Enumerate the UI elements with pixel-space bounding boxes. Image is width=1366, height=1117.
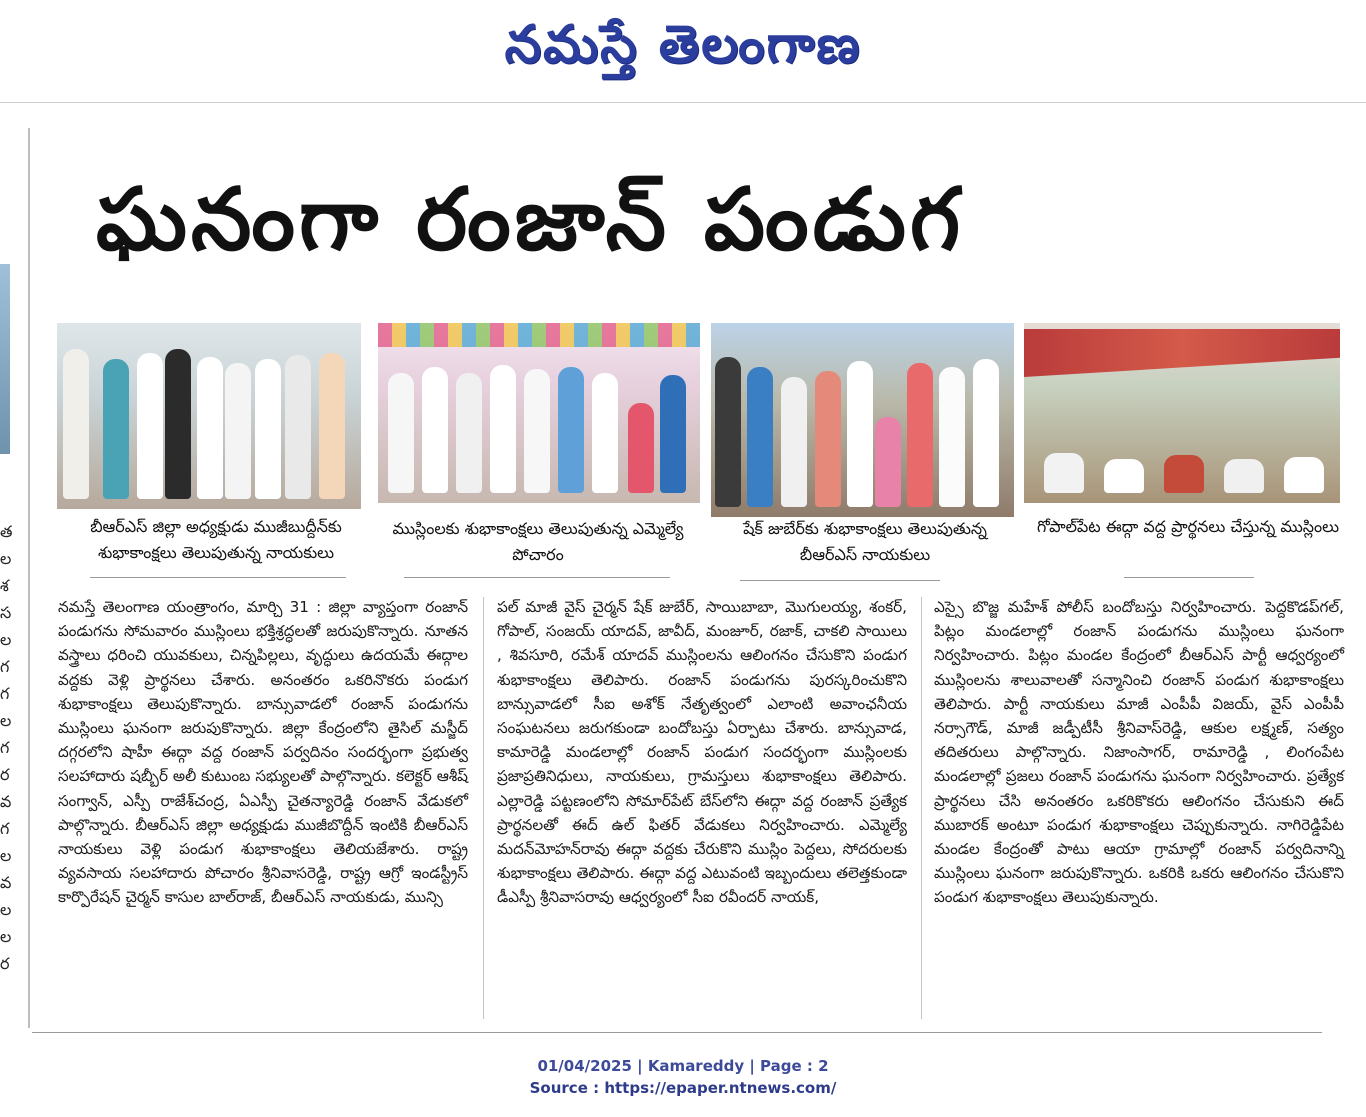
photo-figure <box>973 359 999 507</box>
fragment-char: ర <box>0 954 10 973</box>
photo-figure <box>225 363 251 499</box>
page-footer <box>0 1055 1366 1099</box>
caption-underline <box>740 580 940 581</box>
caption-underline <box>1124 577 1254 578</box>
photo-tent <box>1024 329 1340 377</box>
fragment-char: స <box>0 603 12 622</box>
adjacent-article-strip <box>0 128 26 1028</box>
fragment-char: ల <box>0 711 12 730</box>
photo-figure <box>255 359 281 499</box>
photo-caption: బీఆర్ఎస్ జిల్లా అధ్యక్షుడు ముజీబుద్దీన్‌కు శుభాకాంక్షలు తెలుపుతున్న నాయకులు <box>90 517 342 562</box>
masthead <box>0 0 1366 102</box>
photo-figure <box>628 403 654 493</box>
photo-caption: గోపాల్‌పేట ఈద్గా వద్ద ప్రార్థనలు చేస్తున్న ముస్లింలు <box>1036 517 1340 536</box>
newspaper-title: నమస్తే తెలంగాణ <box>504 14 862 75</box>
source-link[interactable]: Source : https://epaper.ntnews.com/ <box>529 1079 837 1097</box>
clip-bottom-border <box>32 1032 1322 1033</box>
adjacent-text-fragment <box>0 518 16 977</box>
photo-figure <box>422 367 448 493</box>
photo-figure <box>1284 457 1324 493</box>
fragment-char: గ <box>0 819 10 838</box>
fragment-char: వ <box>0 873 12 892</box>
fragment-char: ల <box>0 900 12 919</box>
photo-figure <box>524 369 550 493</box>
adjacent-photo-fragment <box>0 264 10 454</box>
photo-caption: ముస్లింలకు శుభాకాంక్షలు తెలుపుతున్న ఎమ్మెల్యే పోచారం <box>392 519 684 564</box>
fragment-char: ర <box>0 765 10 784</box>
fragment-char: గ <box>0 657 10 676</box>
photo-mla-greeting <box>378 323 700 503</box>
fragment-char: శ <box>0 576 9 595</box>
column-divider <box>483 597 484 1019</box>
fragment-char: గ <box>0 684 10 703</box>
photo-figure <box>197 357 223 499</box>
clip-border <box>28 128 30 1028</box>
photo-figure <box>660 375 686 493</box>
photo-figure <box>747 367 773 507</box>
caption-underline <box>90 577 346 578</box>
photo-caption: షేక్ జుబేర్‌కు శుభాకాంక్షలు తెలుపుతున్న బీఆర్ఎస్ నాయకులు <box>743 519 987 564</box>
photo-brs-greeting <box>711 323 1014 517</box>
photo-figure <box>1164 455 1204 493</box>
fragment-char: ల <box>0 549 12 568</box>
photo-figure <box>165 349 191 499</box>
edition-info: 01/04/2025 | Kamareddy | Page : 2 <box>537 1057 829 1075</box>
photo-figure <box>815 371 841 507</box>
fragment-char: ల <box>0 846 12 865</box>
photo-figure <box>285 355 311 499</box>
photo-figure <box>319 353 345 499</box>
article-column-2: పల్ మాజీ వైస్ చైర్మన్ షేక్ జుబేర్, సాయిబాబా, మొగులయ్య, శంకర్, గోపాల్, సంజయ్ యాదవ్, జావీద్, మంజూర్, రజాక్, చాకలి సాయిలు , శివసూరి, రమేశ్ యాదవ్ ముస్లింలను ఆలింగనం చేసుకొని పండుగ శుభాకాంక్షలు తెలిపారు. రంజాన్ పండుగను పురస్కరించుకొని బాన్సువాడలో సీఐ అశోక్ నేతృత్వంలో ఎలాంటి అవాంఛనీయ సంఘటనలు జరుగకుండా బందోబస్తు ఏర్పాటు చేశారు. బాన్సువాడ, కామారెడ్డి మండలాల్లో రంజాన్ పండుగ సందర్భంగా ముస్లింలకు ప్రజాప్రతినిధులు, నాయకులు, గ్రామస్తులు శుభాకాంక్షలు తెలిపారు. ఎల్లారెడ్డి పట్టణంలోని సోమార్‌పేట్ బేస్‌లోని ఈద్గా వద్ద రంజాన్ ప్రత్యేక ప్రార్థనలతో ఈద్ ఉల్ ఫితర్ వేడుకలు నిర్వహించారు. ఎమ్మెల్యే మదన్‌మోహన్‌రావు ఈద్గా వద్దకు చేరుకొని ముస్లిం పెద్దలు, సోదరులకు శుభాకాంక్షలు తెలిపారు. ఈద్గా వద్ద ఎటువంటి ఇబ్బందులు తలెత్తకుండా డీఎస్పీ శ్రీనివాసరావు ఆధ్వర్యంలో సీఐ రవీందర్ నాయక్, <box>497 598 907 907</box>
photo-figure <box>63 349 89 499</box>
photo-eidgah-prayers <box>1024 323 1340 503</box>
photo-figure <box>939 367 965 507</box>
fragment-char: ల <box>0 630 12 649</box>
photo-figure <box>490 365 516 493</box>
photo-figure <box>847 361 873 507</box>
photo-figure <box>1044 453 1084 493</box>
photo-figure <box>875 417 901 507</box>
fragment-char: వ <box>0 792 12 811</box>
photo-figure <box>1104 459 1144 493</box>
photo-figure <box>137 353 163 499</box>
photo-figure <box>715 357 741 507</box>
fragment-char: ల <box>0 927 12 946</box>
photo-figure <box>1224 459 1264 493</box>
fragment-char: త <box>0 522 13 541</box>
photo-figure <box>781 377 807 507</box>
photo-leaders-greeting <box>57 323 361 509</box>
photo-figure <box>907 363 933 507</box>
photo-figure <box>592 373 618 493</box>
photo-figure <box>558 367 584 493</box>
caption-underline <box>404 577 670 578</box>
fragment-char: గ <box>0 738 10 757</box>
photo-figure <box>388 373 414 493</box>
article-column-1: నమస్తే తెలంగాణ యంత్రాంగం, మార్చి 31 : జిల్లా వ్యాప్తంగా రంజాన్ పండుగను సోమవారం ముస్లింలు భక్తిశ్రద్ధలతో జరుపుకొన్నారు. నూతన వస్త్రాలు ధరించి యువకులు, చిన్నపిల్లలు, వృద్ధులు ఉదయమే ఈద్గాల వద్దకు వెళ్లి ప్రార్థనలు చేశారు. అనంతరం ఒకరినొకరు పండుగ శుభాకాంక్షలు తెలుపుకొన్నారు. బాన్సువాడలో రంజాన్ పండుగను ముస్లింలు ఘనంగా జరుపుకొన్నారు. జిల్లా కేంద్రంలోని తైసిల్ మస్జీద్ దగ్గరలోని షాహీ ఈద్గా వద్ద రంజాన్ పర్వదినం సందర్భంగా ప్రభుత్వ సలహాదారు షబ్బీర్ అలీ కుటుంబ సభ్యులతో పాల్గొన్నారు. కలెక్టర్ ఆశీష్ సంగ్వాన్, ఎస్పీ రాజేశ్‌చంద్ర, ఏఎస్పీ చైతన్యారెడ్డి రంజాన్ వేడుకలో పాల్గొన్నారు. బీఆర్ఎస్ జిల్లా అధ్యక్షుడు ముజీబొద్దీన్ ఇంటికి బీఆర్ఎస్ నాయకులు వెళ్లి పండుగ శుభాకాంక్షలు తెలియజేశారు. రాష్ట్ర వ్యవసాయ సలహాదారు పోచారం శ్రీనివాసరెడ్డి, రాష్ట్ర ఆగ్రో ఇండస్ట్రీస్ కార్పొరేషన్ చైర్మన్ కాసుల బాల్‌రాజ్, బీఆర్ఎస్ నాయకుడు, మున్సి <box>58 598 468 907</box>
column-divider <box>921 597 922 1019</box>
photo-figure <box>103 359 129 499</box>
article-column-3: ఎస్సై బొజ్జ మహేశ్ పోలీస్ బందోబస్తు నిర్వహించారు. పెద్దకొడప్‌గల్, పిట్లం మండలాల్లో రంజాన్ పండుగను ముస్లింలు ఘనంగా నిర్వహించారు. పిట్లం మండల కేంద్రంలో బీఆర్ఎస్ పార్టీ ఆధ్వర్యంలో ముస్లింలను శాలువాలతో సన్మానించి రంజాన్ పండుగ శుభాకాంక్షలు తెలిపారు. పార్టీ నాయకులు మాజీ ఎంపీపీ విజయ్, వైస్ ఎంపీపీ నర్సాగౌడ్, మాజీ జడ్పీటీసీ శ్రీనివాస్‌రెడ్డి, ఆకుల లక్ష్మణ్, సత్యం తదితరులు పాల్గొన్నారు. నిజాంసాగర్, రామారెడ్డి , లింగంపేట మండలాల్లో ప్రజలు రంజాన్ పండుగను ఘనంగా నిర్వహించారు. ప్రత్యేక ప్రార్థనలు చేసి అనంతరం ఒకరికొకరు ఆలింగనం చేసుకుని ఈద్ ముబారక్ అంటూ పండుగ శుభాకాంక్షలు చెప్పుకున్నారు. నాగిరెడ్డిపేట మండల కేంద్రంతో పాటు ఆయా గ్రామాల్లో రంజాన్ పర్వదినాన్ని ముస్లింలు ఘనంగా జరుపుకొన్నారు. ఒకరికి ఒకరు ఆలింగనం చేసుకొని పండుగ శుభాకాంక్షలు తెలుపుకున్నారు. <box>934 598 1344 907</box>
photo-figure <box>456 373 482 493</box>
article-headline: ఘనంగా రంజాన్ పండుగ <box>96 170 965 270</box>
masthead-divider <box>0 102 1366 103</box>
photo-bunting <box>378 323 700 347</box>
